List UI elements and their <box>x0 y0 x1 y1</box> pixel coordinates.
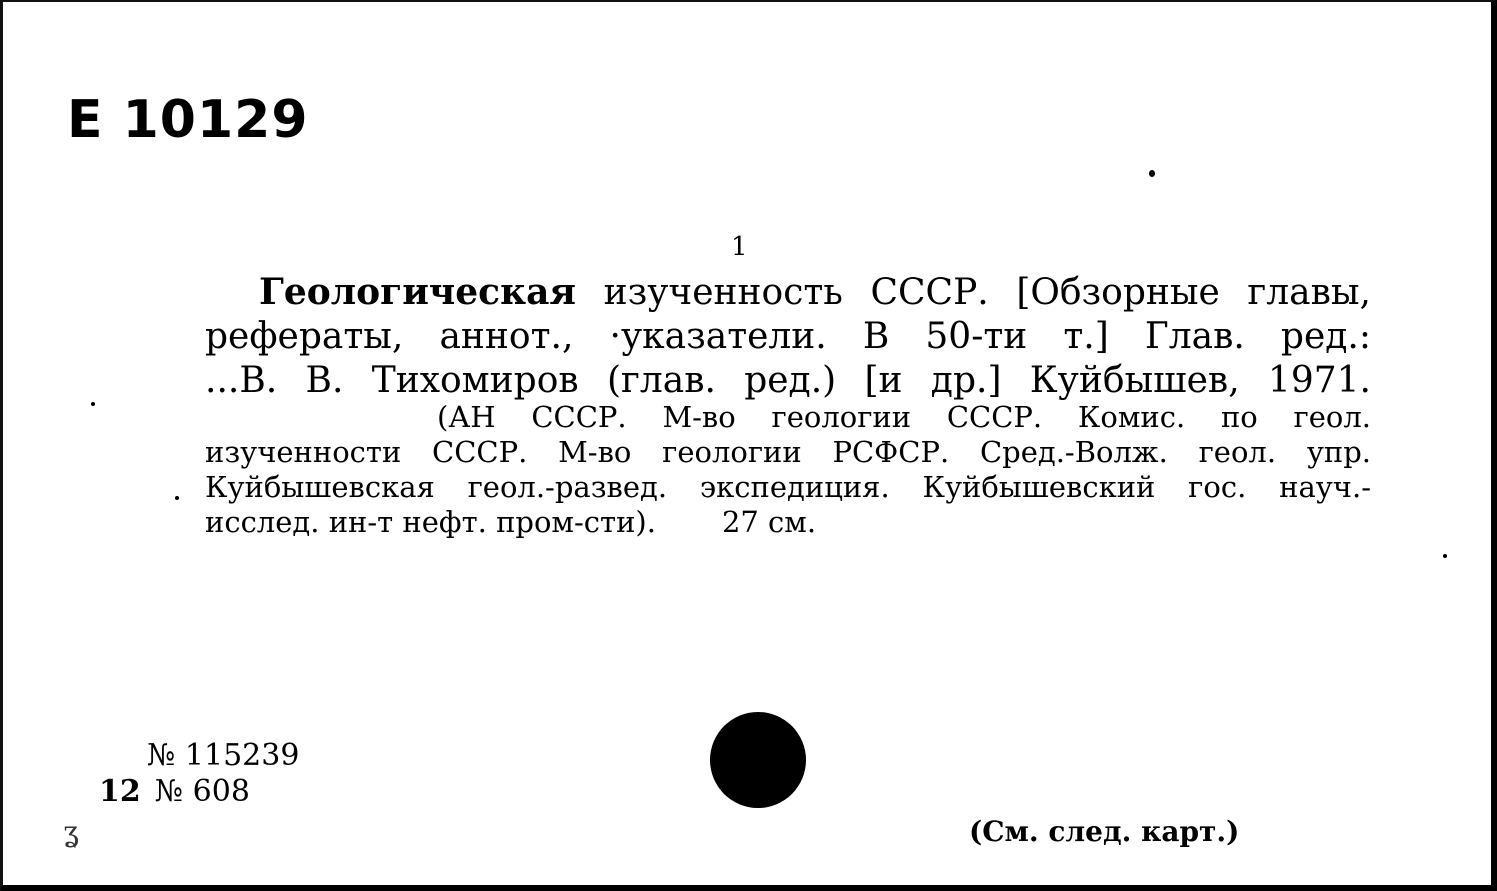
title-block <box>205 270 1371 403</box>
inventory-number-2: № 608 <box>154 774 250 809</box>
inventory-number-2-row <box>99 774 299 810</box>
series-line-1: (АН СССР. М-во геологии СССР. Комис. по геол. <box>437 400 1371 434</box>
title-main-word: Геологическая <box>259 271 577 313</box>
shelf-mark: Е 10129 <box>67 90 309 150</box>
title-line-3: ...В. В. Тихомиров (глав. ред.) [и др.] Куйбышев, 1971. <box>205 360 1371 401</box>
physical-size: 27 см. <box>721 505 817 539</box>
ink-speck <box>91 402 95 406</box>
inventory-numbers <box>99 738 299 810</box>
title-line-1-rest: изученность СССР. [Обзорные главы, <box>603 272 1371 313</box>
series-block <box>205 400 1371 540</box>
series-line-4 <box>205 505 1371 540</box>
handwritten-mark: ʓ <box>63 815 79 848</box>
title-line-2: рефераты, аннот., ·указатели. В 50-ти т.] Глав. ред.: <box>205 316 1371 357</box>
ink-speck <box>1443 554 1447 558</box>
title-line-1 <box>205 270 1371 315</box>
continued-note: (См. след. карт.) <box>969 815 1240 848</box>
series-line-2: изученности СССР. М-во геологии РСФСР. Сред.-Волж. геол. упр. <box>205 435 1371 469</box>
ink-speck <box>1149 170 1155 177</box>
inventory-number-1: № 115239 <box>147 738 300 773</box>
inventory-number-2-prefix: 12 <box>99 774 141 809</box>
ink-speck <box>175 496 179 500</box>
series-line-3: Куйбышевская геол.-развед. экспедиция. Куйбышевский гос. науч.- <box>205 470 1371 504</box>
sequence-number: 1 <box>731 232 748 262</box>
series-line-4-text: исслед. ин-т нефт. пром-сти). <box>205 505 656 539</box>
punch-hole <box>710 712 806 808</box>
